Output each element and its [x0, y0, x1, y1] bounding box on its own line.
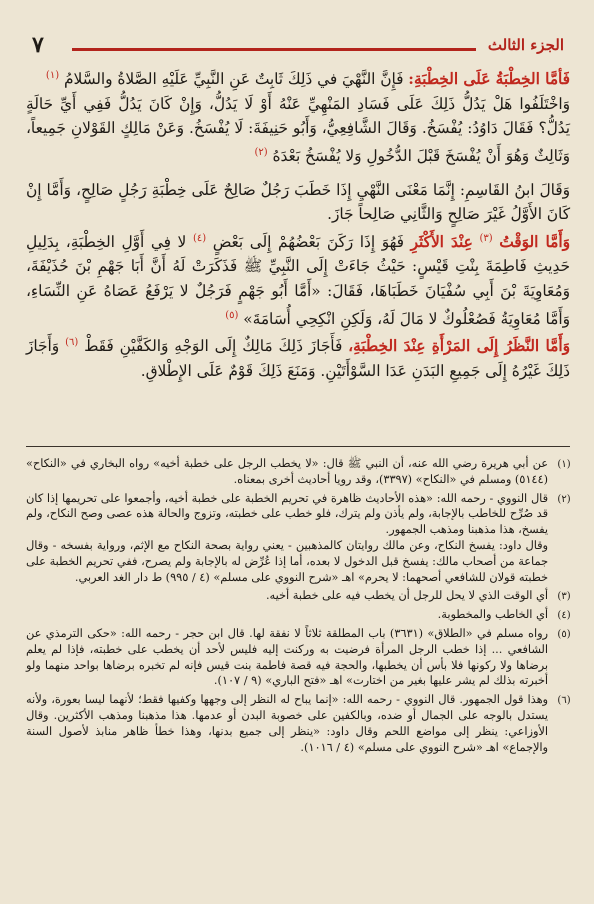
footnote-number: (٢)	[557, 493, 571, 505]
page-number: ٧	[32, 32, 44, 58]
footnote-ref: (٣)	[479, 232, 493, 244]
section-heading-cont: عِنْدَ الأَكْثَرِ	[410, 232, 473, 251]
paragraph-text: لا فِي أَوَّلِ الخِطْبَةِ، بِدَلِيلِ حَدِيثِ فَاطِمَةَ بِنْتِ قَيْسٍ: حَيْثُ جَاءَتْ إِلَى النَّبِيِّ ﷺ فَذَكَرَتْ لَهُ أَنَّ أَبَا جَهْمِ بْنَ حُذَيْفَةَ، وَمُعَاوِيَةَ بْنَ أَبِي سُفْيَانَ خَطَبَاهَا، فَقَالَ: «أَمَّا أَبُو جَهْمٍ فَرَجُلٌ لا يَرْفَعُ عَصَاهُ عَنِ النِّسَاءِ، وَأَمَّا مُعَاوِيَةُ فَصُعْلُوكٌ لا مَالَ لَهُ، وَلَكِنِ انْكِحِي أُسَامَةَ»	[26, 232, 570, 328]
footnote-ref: (٦)	[65, 337, 79, 349]
footnote-text: وقال داود: يفسخ النكاح، وعن مالك روايتان كالمذهبين - يعني رواية بصحة النكاح مع الإثم، ورواية بفسخه - وقال جماعة من أصحاب مالك: يفسخ قبل الدخول لا بعده، أما إذا عُرِّض له بالإجابة ولم يصرح، ففي تحريم الخطبة على خطبته قولان للشافعي أصحهما: لا يحرم» اهـ «شرح النووي على مسلم» (٤ / ٩٩٥) ط دار الغد العربي.	[26, 538, 548, 584]
chapter-title: الجزء الثالث	[487, 36, 564, 54]
paragraph-text: وَقَالَ ابنُ القَاسِمِ: إِنَّمَا مَعْنَى النَّهْيِ إِذَا خَطَبَ رَجُلٌ صَالِحٌ عَلَى خِطْبَةِ رَجُلٍ صَالِحٍ، وَأَمَّا إِنْ كَانَ الأَوَّلُ غَيْرَ صَالِحٍ وَالثَّانِي صَالِحاً جَازَ.	[26, 180, 570, 224]
footnote-number: (٣)	[557, 591, 571, 603]
section-heading: وَأَمَّا النَّظَرُ إِلَى المَرْأَةِ عِنْدَ الخِطْبَةِ،	[348, 337, 570, 356]
footnote-number: (٤)	[557, 610, 571, 622]
footnote-ref: (٤)	[192, 232, 207, 244]
footnote-2	[26, 491, 572, 586]
paragraph-text: فَإِنَّ النَّهْيَ في ذَلِكَ ثَابِتٌ عَنِ النَّبِيِّ عَلَيْهِ الصَّلاةُ والسَّلامُ	[63, 70, 404, 89]
footnote-text: أي الوقت الذي لا يحل للرجل أن يخطب فيه على خطبة أخيه.	[265, 589, 548, 603]
footnote-4	[26, 607, 572, 623]
footnote-separator	[26, 446, 570, 447]
paragraph-4	[26, 331, 570, 383]
paragraph-1	[26, 64, 570, 92]
paragraph-text: وَأَجَازَ ذَلِكَ غَيْرُهُ إِلَى جَمِيعِ البَدَنِ عَدَا السَّوْأَتَيْنِ. وَمَنَعَ ذَلِكَ قَوْمٌ عَلَى الإِطْلاقِ.	[26, 337, 570, 380]
paragraph-text: فَهُوَ إِذَا رَكَنَ بَعْضُهُمْ إِلَى بَعْضٍ	[212, 232, 404, 251]
paragraph-1b	[26, 92, 570, 169]
paragraph-3	[26, 227, 570, 332]
footnote-3	[26, 588, 572, 604]
footnote-text: وهذا قول الجمهور. قال النووي - رحمه الله: «إنما يباح له النظر إلى وجهها وكفيها فقط؛ لأنهما ليسا بعورة، ولأنه يستدل بالوجه على الجمال أو ضده، وبالكفين على خصوبة البدن أو عدمها. هذا مذهبنا ومذهب الأكثرين. وقال الأوزاعي: ينظر إلى مواضع اللحم وقال داود: «ينظر إلى جميع بدنها، وهذا خطأ ظاهر منابذ لأصول السنة والإجماع» اهـ «شرح النووي على مسلم» (٤ / ١٠١٦).	[26, 693, 548, 754]
page-header	[30, 32, 568, 62]
footnote-ref: (٥)	[225, 309, 239, 321]
paragraph-2	[26, 178, 570, 227]
footnote-6	[26, 692, 572, 755]
footnote-number: (١)	[557, 459, 571, 470]
footnote-ref: (١)	[45, 70, 60, 81]
header-rule	[72, 48, 476, 51]
section-heading: وَأَمَّا الوَقْتُ	[499, 232, 570, 251]
footnote-text: أي الخاطب والمخطوبة.	[437, 608, 548, 622]
paragraph-text: وَاخْتَلَفُوا هَلْ يَدُلُّ ذَلِكَ عَلَى فَسَادِ المَنْهِيِّ عَنْهُ أَوْ لَا يَدُلُّ، وَإِنْ كَانَ يَدُلُّ فَفِي أَيِّ حَالَةٍ يَدُلُّ؟ فَقَالَ دَاوُدُ: يُفْسَخُ. وَقَالَ الشَّافِعِيُّ، وَأَبُو حَنِيفَةَ: لَا يُفْسَخُ. وَعَنْ مَالِكٍ القَوْلانِ جَمِيعاً، وَثَالِثٌ وَهُوَ أَنْ يُفْسَخَ قَبْلَ الدُّخُولِ وَلا يُفْسَخُ بَعْدَهُ	[26, 94, 570, 165]
footnote-text: عن أبي هريرة رضي الله عنه، أن النبي ﷺ قال: «لا يخطب الرجل على خطبة أخيه» رواه البخاري في «النكاح» (٥١٤٤) ومسلم في «النكاح» (٣٣٩٧)، وقد رويا أحاديث أخرى بمعناه.	[26, 457, 548, 486]
footnote-number: (٥)	[557, 628, 571, 640]
footnote-1	[26, 456, 572, 488]
main-text	[26, 64, 570, 384]
section-heading: فَأمَّا الخِطْبَةُ عَلَى الخِطْبَةِ:	[408, 70, 570, 89]
footnote-ref: (٢)	[254, 146, 268, 158]
footnote-5	[26, 626, 572, 689]
footnotes	[26, 456, 572, 758]
paragraph-text: فَأَجَازَ ذَلِكَ مَالِكٌ إِلَى الوَجْهِ وَالكَفَّيْنِ فَقَطْ	[84, 337, 343, 356]
footnote-number: (٦)	[557, 695, 571, 707]
footnote-text: رواه مسلم في «الطلاق» (٣٦٣١) باب المطلقة ثلاثاً لا نفقة لها. قال ابن حجر - رحمه الله: «حكى الترمذي عن الشافعي ... إذا خطب الرجل المرأة فرضيت به وركنت إليه فليس لأحد أن يخطب على خطبته، فإذا لم يعلم برضاها ولا ركونها فلا بأس أن يخطبها، والحجة فيه قصة فاطمة بنت قيس فإنه لم تخبره برضاها بواحد منهما ولو أخبرته بذلك لم يشر عليها بغير من اختارت» اهـ «فتح الباري» (٩ / ١٠٧).	[26, 626, 548, 688]
footnote-text: قال النووي - رحمه الله: «هذه الأحاديث ظاهرة في تحريم الخطبة على خطبة أخيه، وأجمعوا على تحريمها إذا كان قد صُرِّح للخاطب بالإجابة، ولم يأذن ولم يترك، فلو خطب على خطبته، وتزوج والحالة هذه عصى وصح النكاح، ولم يفسخ، هذا مذهبنا ومذهب الجمهور.	[26, 491, 548, 537]
